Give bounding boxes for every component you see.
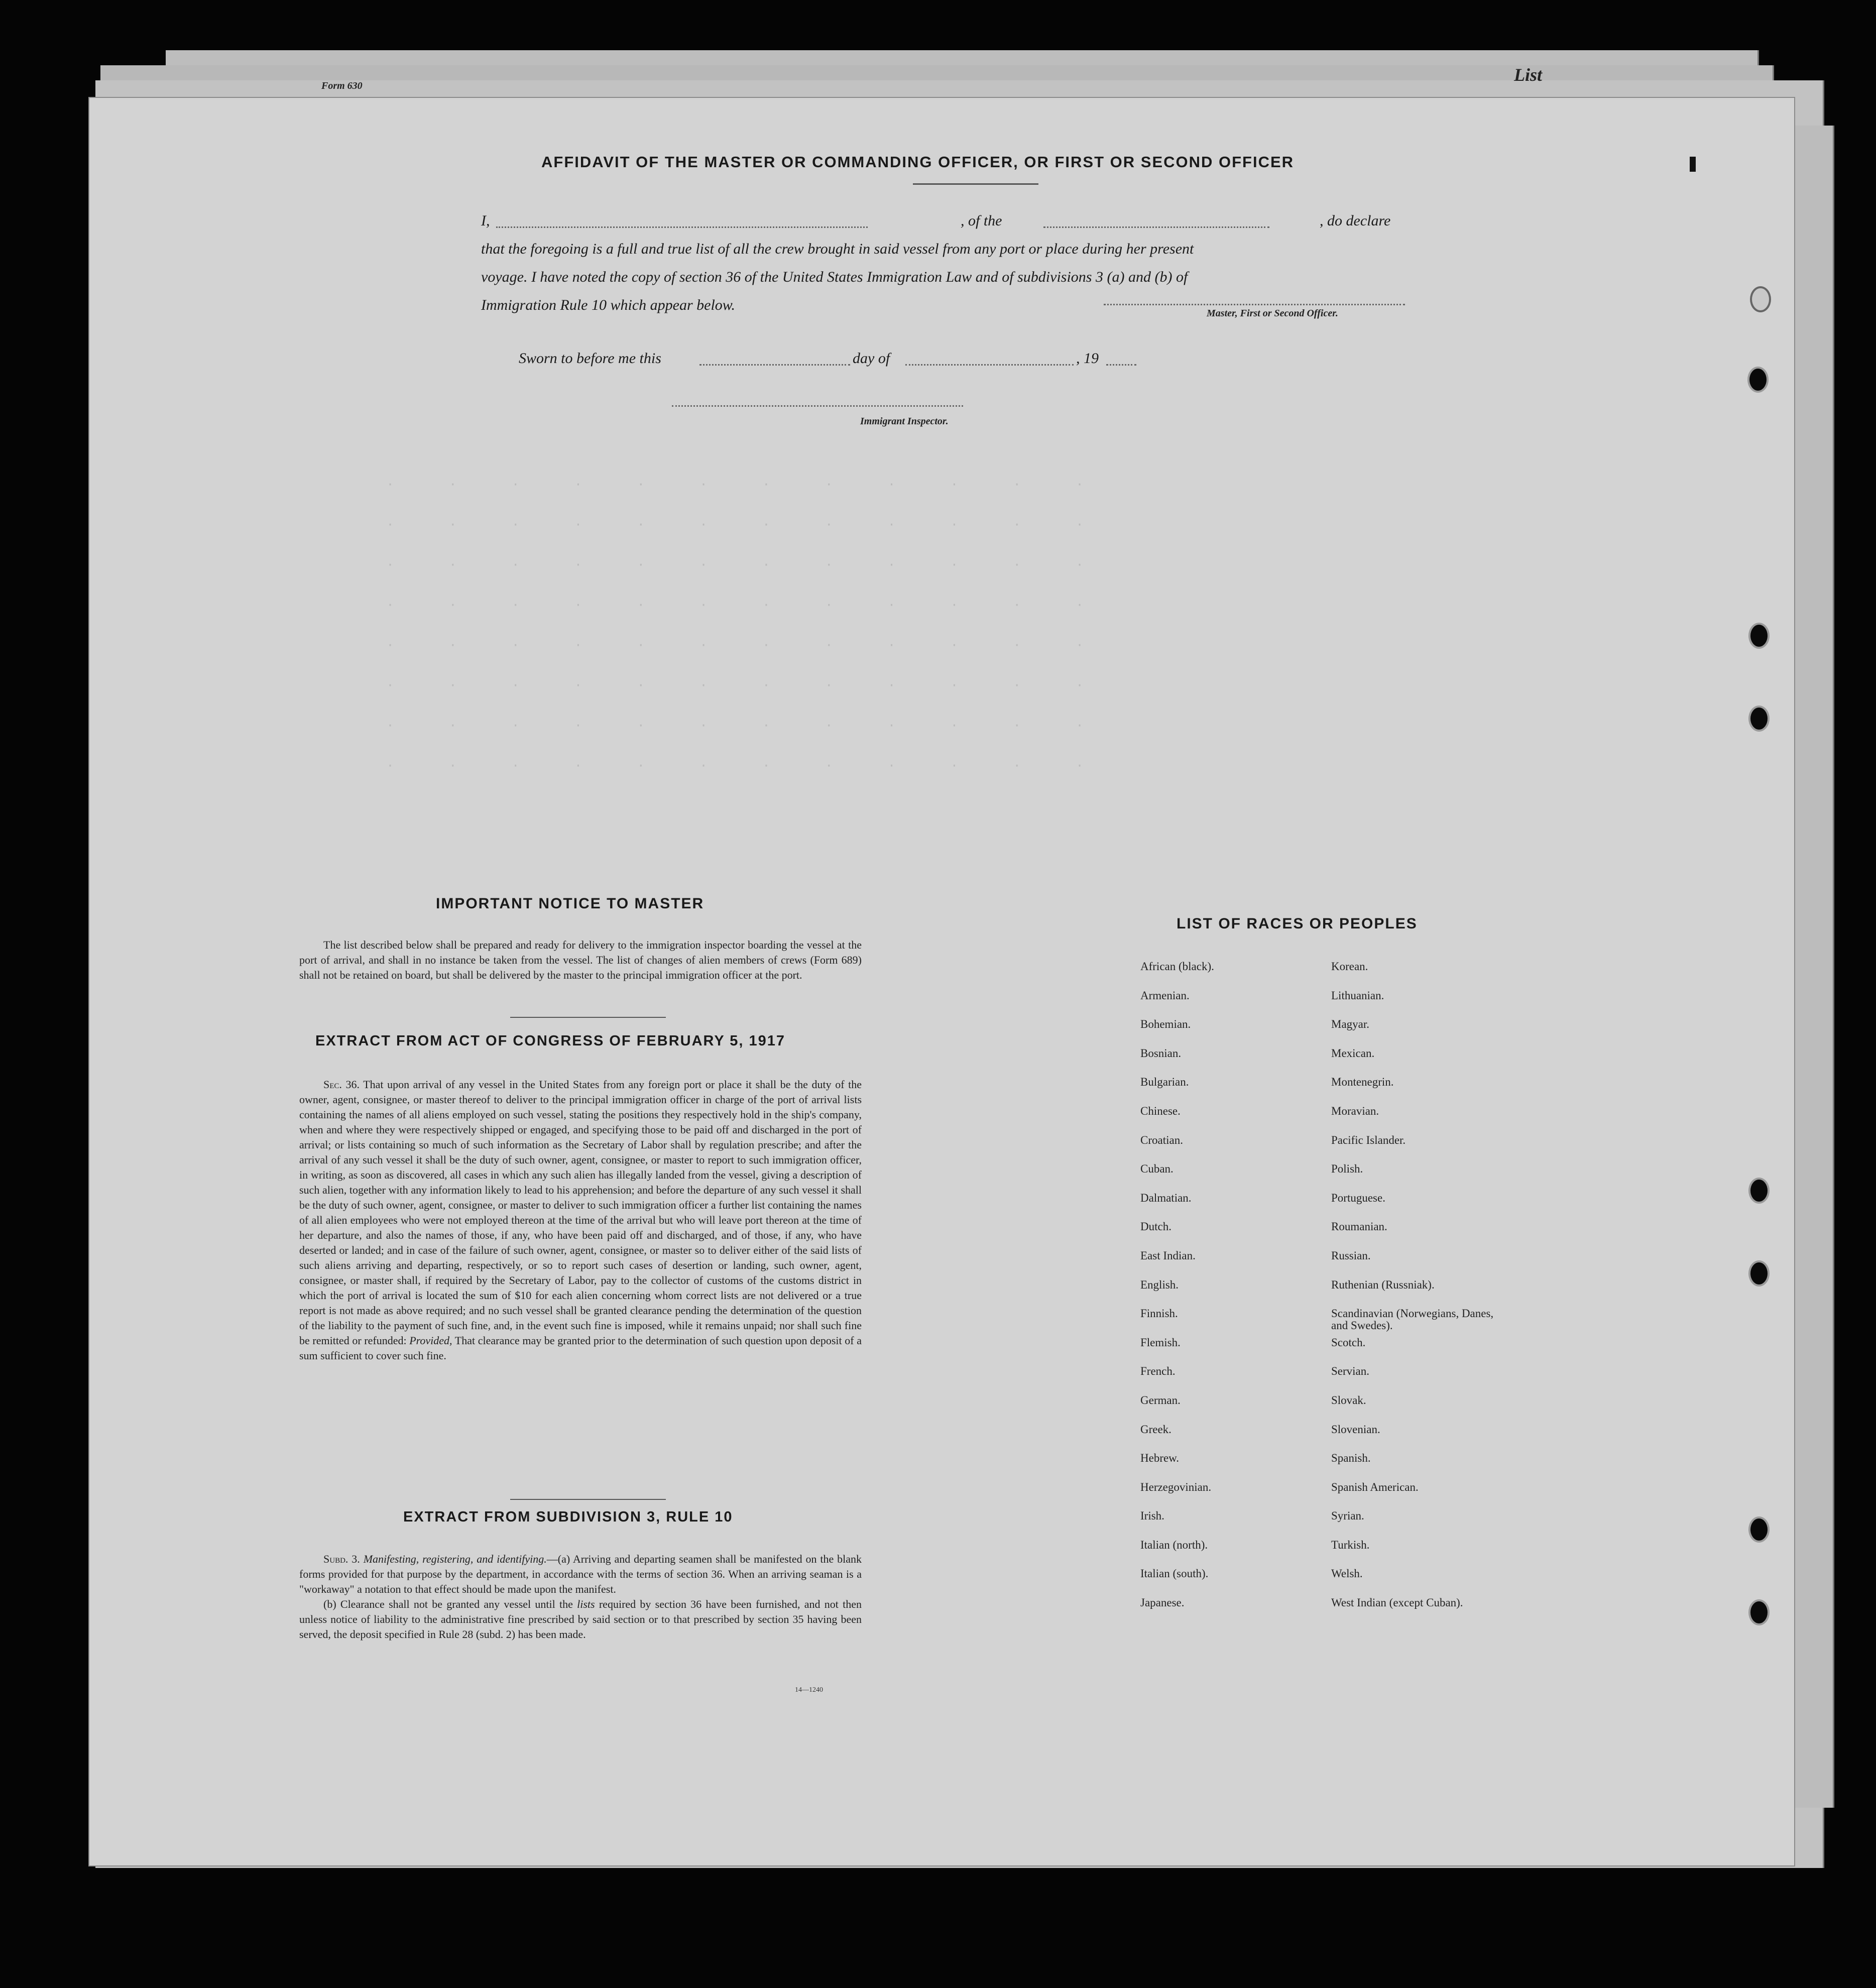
race-item: Bohemian. [1140,1018,1191,1031]
race-item: Greek. [1140,1423,1171,1436]
inspector-line [672,405,963,407]
race-item: Flemish. [1140,1336,1181,1349]
punch-hole [1748,1516,1770,1543]
race-item: Armenian. [1140,989,1190,1002]
race-item: German. [1140,1393,1181,1407]
edge-mark [1690,157,1696,172]
vessel-field-line [1043,226,1269,228]
race-item: Turkish. [1331,1538,1370,1551]
extract-act-rule [510,1499,666,1500]
race-item: French. [1140,1365,1176,1378]
document-sheet [89,98,1794,1865]
notice-paragraph: The list described below shall be prepared and ready for delivery to the immigration inspector boarding the vessel at the port of arrival, and shall in no instance be taken from the vessel. The list of changes of alien members of crews (Form 689) shall not be retained on board, but shall be delivered by the master to the principal immigration officer at the port. [299,939,862,981]
punch-hole [1748,706,1770,732]
affidavit-declare-label: , do declare [1320,212,1391,229]
affidavit-line-3: voyage. I have noted the copy of section 36 of the United States Immigration Law and of subdivisions 3 (a) and (b) of [481,269,1188,285]
punch-hole [1747,367,1769,393]
punch-hole [1748,1260,1770,1287]
race-item: West Indian (except Cuban). [1331,1596,1463,1609]
race-item: Scandinavian (Norwegians, Danes, and Swedes). [1331,1307,1494,1332]
race-item: Portuguese. [1331,1191,1385,1204]
race-item: Bulgarian. [1140,1076,1189,1089]
name-field-line [496,226,868,228]
affidavit-i-label: I, [481,212,490,229]
race-item: Slovak. [1331,1393,1366,1407]
race-item: Moravian. [1331,1104,1379,1117]
affidavit-line-2: that the foregoing is a full and true list of all the crew brought in said vessel from any port or place during her present [481,241,1194,257]
subd-label: Subd. 3. [323,1553,360,1565]
sworn-prefix: Sworn to before me this [519,350,661,367]
race-item: Ruthenian (Russniak). [1331,1278,1435,1291]
subdivision-a-paragraph [299,1552,862,1597]
punch-hole [1750,286,1771,312]
subdivision-a-text: —(a) Arriving and departing seamen shall be manifested on the blank forms provided for that purpose by the department, in accordance with the terms of section 36. When an arriving seaman is a "workaway" a notation to that effect should be made upon the manifest. [299,1553,862,1595]
list-label: List [1514,65,1543,85]
extract-rule-title: EXTRACT FROM SUBDIVISION 3, RULE 10 [403,1509,733,1525]
affidavit-of-the-label: , of the [961,212,1002,229]
sworn-year-line [1106,364,1136,366]
race-item: Finnish. [1140,1307,1178,1320]
race-item: Montenegrin. [1331,1076,1394,1089]
sworn-year: , 19 [1076,350,1099,367]
signature-line [1104,304,1405,305]
signature-caption: Master, First or Second Officer. [1207,308,1338,319]
race-item: Magyar. [1331,1018,1370,1031]
race-item: Croatian. [1140,1133,1183,1146]
notice-rule [510,1017,666,1018]
sworn-day-line [699,364,850,366]
race-item: Scotch. [1331,1336,1366,1349]
race-item: Syrian. [1331,1509,1364,1523]
race-item: Bosnian. [1140,1046,1182,1060]
subdivision-b-text: required by section 36 have been furnished, and not then unless notice of liability to the administrative fine prescribed by said section or to that prescribed by section 35 having been served, the deposit specified in Rule 28 (subd. 2) has been made. [299,1598,862,1641]
race-item: Herzegovinian. [1140,1480,1212,1493]
notice-title: IMPORTANT NOTICE TO MASTER [436,895,705,912]
affidavit-title: AFFIDAVIT OF THE MASTER OR COMMANDING OFFICER, OR FIRST OR SECOND OFFICER [541,153,1295,171]
subd-heading: Manifesting, registering, and identifying. [363,1553,547,1565]
punch-hole [1748,1178,1770,1204]
bleed-through-texture: · · · · · · · · · · · · · · · · · · · · · · · · · · · · · · · · · · · · · · · · · · · · · · · · · · · · · · · · · · · · · · · · · · · · · · · · · · · · · · · · · · · · · · · · · · · · · · · · [386,477,1084,773]
race-item: Chinese. [1140,1104,1181,1117]
races-list [1140,961,1542,1626]
race-item: Spanish. [1331,1452,1371,1465]
races-title: LIST OF RACES OR PEOPLES [1177,915,1418,932]
race-item: Mexican. [1331,1046,1375,1060]
race-item: Servian. [1331,1365,1370,1378]
proviso-label: Provided, [409,1334,452,1347]
race-item: East Indian. [1140,1249,1196,1262]
race-item: Pacific Islander. [1331,1133,1406,1146]
sworn-day-of: day of [853,350,890,367]
section-36-paragraph [299,1077,862,1363]
affidavit-title-rule [913,183,1038,185]
section-label: Sec. 36. [323,1078,360,1091]
race-item: Cuban. [1140,1162,1174,1176]
race-item: Polish. [1331,1162,1363,1176]
race-item: Japanese. [1140,1596,1185,1609]
race-item: English. [1140,1278,1179,1291]
race-item: Irish. [1140,1509,1164,1523]
subdivision-b-paragraph [299,1597,862,1642]
punch-hole [1748,623,1770,649]
subdivision-b-lists: lists [577,1598,595,1610]
form-number: 14—1240 [795,1686,823,1694]
affidavit-line-4: Immigration Rule 10 which appear below. [481,297,736,313]
extract-act-title: EXTRACT FROM ACT OF CONGRESS OF FEBRUARY 5, 1917 [315,1033,786,1049]
race-item: Welsh. [1331,1567,1363,1580]
race-item: Korean. [1331,960,1368,973]
race-item: Dutch. [1140,1220,1171,1233]
punch-hole [1748,1599,1770,1625]
form-label: Form 630 [321,80,363,91]
extract-act-text [299,1077,862,1363]
race-item: Spanish American. [1331,1480,1419,1493]
race-item: Italian (north). [1140,1538,1208,1551]
race-item: Italian (south). [1140,1567,1209,1580]
race-item: Slovenian. [1331,1423,1380,1436]
extract-rule-text [299,1552,862,1642]
subdivision-b-prefix: (b) Clearance shall not be granted any vessel until the [323,1598,573,1610]
race-item: Roumanian. [1331,1220,1387,1233]
sworn-month-line [905,364,1074,366]
inspector-caption: Immigrant Inspector. [860,416,949,427]
section-36-body: That upon arrival of any vessel in the United States from any foreign port or place it shall be the duty of the owner, agent, consignee, or master thereof to deliver to the principal immigration officer in charge of the port of arrival lists containing the names of all aliens employed on such vessel, stating the positions they respectively hold in the ship's company, when and where they were respectively shipped or engaged, and specifying those to be paid off and discharged in the port of arrival; or lists containing so much of such information as the Secretary of Labor shall by regulation prescribe; and after the arrival of any such vessel it shall be the duty of such owner, agent, consignee, or master to report to such immigration officer, in writing, as soon as discovered, all cases in which any such alien has illegally landed from the vessel, giving a description of such alien, together with any information likely to lead to his apprehension; and before the departure of any such vessel it shall be the duty of such owner, agent, consignee, or master to deliver to such immigration officer a further list containing the names of all alien employees who were not employed thereon at the time of the arrival but who will leave port thereon at the time of her departure, and also the names of those, if any, who have been paid off and discharged, and of those, if any, who have deserted or landed; and in case of the failure of such owner, agent, consignee, or master so to deliver either of the said lists of such aliens arriving and departing, respectively, or so to report such cases of desertion or landing, such owner, agent, consignee, or master shall, if required by the Secretary of Labor, pay to the collector of customs of the customs district in which the port of arrival is located the sum of $10 for each alien concerning whom correct lists are not delivered or a true report is not made as above required; and no such vessel shall be granted clearance pending the determination of the question of the liability to the payment of such fine, and, in the event such fine is imposed, while it remains unpaid; nor shall such fine be remitted or refunded: [299,1078,862,1347]
notice-text [299,938,862,983]
race-item: Russian. [1331,1249,1371,1262]
race-item: African (black). [1140,960,1214,973]
race-item: Lithuanian. [1331,989,1384,1002]
proviso-text: That clearance may be granted prior to the determination of such question upon deposit of a sum sufficient to cover such fine. [299,1334,862,1362]
race-item: Dalmatian. [1140,1191,1192,1204]
race-item: Hebrew. [1140,1452,1180,1465]
